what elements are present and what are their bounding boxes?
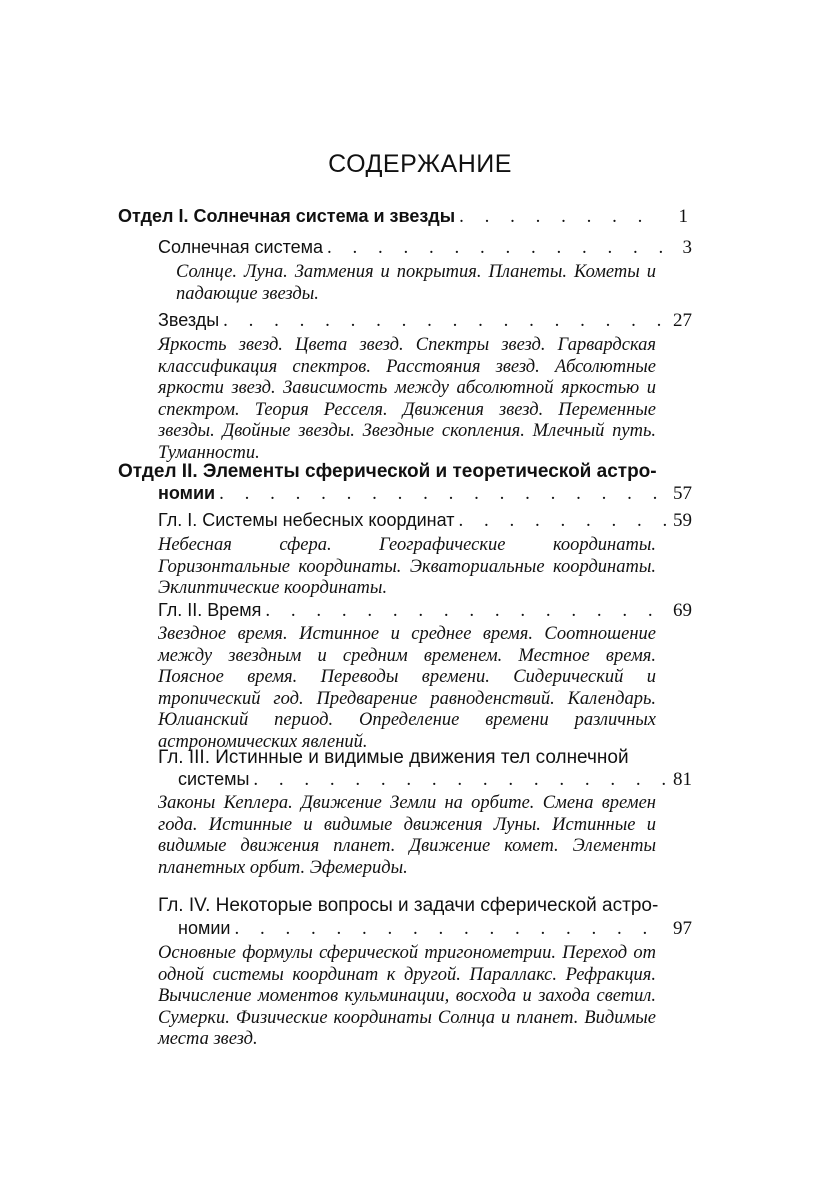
- toc-entry-chapter-2[interactable]: [158, 598, 692, 623]
- section-description: Яркость звезд. Цвета звезд. Спектры звезд. Гарвардская классификация спектров. Расстояния звезд. Абсолютные яркости звезд. Зависимость между абсолютной яркостью и спектром. Теория Ресселя. Движения звезд. Переменные звезды. Двойные звезды. Звездные скопления. Млечный путь. Туманности.: [158, 335, 656, 463]
- dot-leader: [234, 917, 666, 941]
- dot-leader: [219, 482, 666, 506]
- page-number: 69: [673, 600, 692, 621]
- section-description: Основные формулы сферической тригонометрии. Переход от одной системы координат к другой. Параллакс. Рефракция. Вычисление моментов кульминации, восхода и захода светил. Сумерки. Физические координаты Солнца и планет. Видимые места звезд.: [158, 943, 656, 1050]
- toc-entry-part2[interactable]: [158, 481, 692, 506]
- dot-leader: [327, 236, 666, 260]
- page-number: 3: [682, 237, 692, 258]
- toc-entry-solar-system[interactable]: [158, 235, 692, 260]
- section-description: Солнце. Луна. Затмения и покрытия. Планеты. Кометы и падающие звезды.: [176, 262, 656, 304]
- toc-entry-chapter-1[interactable]: [158, 508, 692, 533]
- dot-leader: [253, 768, 666, 792]
- section-description: Законы Кеплера. Движение Земли на орбите. Смена времен года. Истинные и видимые движения Луны. Истинные и видимые движения планет. Движение комет. Элементы планетных орбит. Эфемериды.: [158, 793, 656, 878]
- toc-entry-chapter-4[interactable]: [178, 916, 692, 941]
- toc-entry-part1[interactable]: [118, 204, 688, 229]
- toc-entry-label: номии: [178, 918, 231, 938]
- toc-entry-label: Солнечная система: [158, 237, 324, 257]
- page-number: 57: [673, 483, 692, 504]
- toc-entry-label: системы: [178, 769, 250, 789]
- page-number: 27: [673, 310, 692, 331]
- page-number: 59: [673, 510, 692, 531]
- toc-entry-label: Звезды: [158, 310, 220, 330]
- toc-entry-chapter-4-line1[interactable]: Гл. IV. Некоторые вопросы и задачи сферической астро-: [158, 895, 659, 916]
- dot-leader: [223, 309, 666, 333]
- page-title: СОДЕРЖАНИЕ: [328, 150, 512, 178]
- toc-entry-label: Отдел I. Солнечная система и звезды: [118, 206, 456, 226]
- toc-entry-part2-line1[interactable]: Отдел II. Элементы сферической и теоретической астро-: [118, 461, 657, 482]
- toc-entry-label: номии: [158, 483, 216, 503]
- page-number: 81: [673, 769, 692, 790]
- dot-leader: [265, 599, 666, 623]
- section-description: Звездное время. Истинное и среднее время. Соотношение между звездным и средним временем. Местное время. Поясное время. Переводы времени. Сидерический и тропический год. Предварение равноденствий. Календарь. Юлианский период. Определение времени различных астрономических явлений.: [158, 624, 656, 752]
- page-number: 1: [678, 206, 688, 227]
- toc-entry-stars[interactable]: [158, 308, 692, 333]
- toc-entry-label: Гл. II. Время: [158, 600, 262, 620]
- section-description: Небесная сфера. Географические координаты. Горизонтальные координаты. Экваториальные координаты. Эклиптические координаты.: [158, 535, 656, 599]
- toc-entry-chapter-3-line1[interactable]: Гл. III. Истинные и видимые движения тел солнечной: [158, 747, 629, 768]
- toc-entry-chapter-3[interactable]: [178, 767, 692, 792]
- toc-entry-label: Гл. I. Системы небесных координат: [158, 510, 455, 530]
- dot-leader: [458, 509, 666, 533]
- page-number: 97: [673, 918, 692, 939]
- dot-leader: [459, 205, 662, 229]
